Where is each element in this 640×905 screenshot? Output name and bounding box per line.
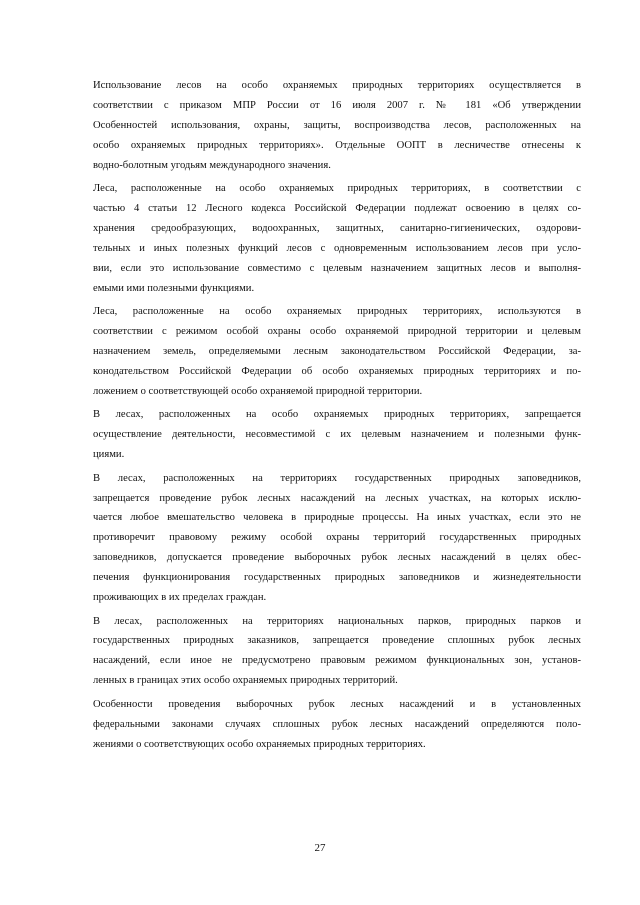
text-line: Леса, расположенные на особо охраняемых природных территориях, используются в	[93, 306, 581, 318]
text-line: насаждений, если иное не предусмотрено правовым режимом функциональных зон, установ-	[93, 655, 581, 667]
paragraph-2	[63, 179, 581, 298]
text-line: тельных и иных полезных функций лесов с одновременным использованием лесов при усло-	[93, 242, 581, 254]
text-line: емыми ими полезными функциями.	[93, 282, 255, 294]
text-line: В лесах, расположенных на территориях государственных природных заповедников,	[93, 472, 581, 484]
paragraph-7	[63, 695, 581, 755]
page-number: 27	[314, 842, 326, 854]
text-line: противоречит правовому режиму особой охраны территорий государственных природных	[93, 532, 581, 544]
text-line: частью 4 статьи 12 Лесного кодекса Российской Федерации подлежат освоению в целях со-	[93, 203, 581, 215]
text-line: В лесах, расположенных на территориях национальных парков, природных парков и	[93, 615, 581, 627]
text-line: ленных в границах этих особо охраняемых природных территорий.	[93, 675, 398, 687]
text-line: Особенности проведения выборочных рубок лесных насаждений и в установленных	[93, 698, 581, 710]
text-line: печения функционирования государственных природных заповедников и жизнедеятельности	[93, 572, 581, 584]
text-line: хранения средообразующих, водоохранных, защитных, санитарно-гигиенических, оздорови-	[93, 222, 581, 234]
text-line: жениями о соответствующих особо охраняемых природных территориях.	[93, 738, 426, 750]
text-line: ложением о соответствующей особо охраняемой природной территории.	[93, 385, 423, 397]
text-line: вии, если это использование совместимо с целевым назначением защитных лесов и выполня-	[93, 262, 581, 274]
text-line: запрещается проведение рубок лесных насаждений на лесных участках, на которых исклю-	[93, 492, 581, 504]
text-line: конодательством Российской Федерации об особо охраняемых природных территориях и по-	[93, 365, 581, 377]
text-line: чается любое вмешательство человека в природные процессы. На иных участках, если это не	[93, 512, 581, 524]
text-line: циями.	[93, 449, 125, 461]
paragraph-4	[63, 405, 581, 465]
paragraph-6	[63, 612, 581, 692]
text-line: заповедников, допускается проведение выборочных рубок лесных насаждений в целях обес-	[93, 552, 581, 564]
text-line: Использование лесов на особо охраняемых природных территориях осуществляется в	[93, 80, 581, 91]
text-line: В лесах, расположенных на особо охраняемых природных территориях, запрещается	[93, 409, 581, 421]
text-line: проживающих в их пределах граждан.	[93, 592, 267, 604]
text-line: государственных природных заказников, запрещается проведение сплошных рубок лесных	[93, 635, 581, 647]
text-line: федеральными законами случаях сплошных рубок лесных насаждений определяются поло-	[93, 718, 581, 730]
document-body	[63, 76, 581, 758]
paragraph-1	[63, 76, 581, 176]
text-line: соответствии с приказом МПР России от 16 июля 2007 г. № 181 «Об утверждении	[93, 99, 581, 111]
paragraph-5	[63, 469, 581, 608]
text-line: назначением земель, определяемыми лесным законодательством Российской Федерации, за-	[93, 345, 581, 357]
text-line: Особенностей использования, охраны, защиты, воспроизводства лесов, расположенных на	[93, 119, 581, 131]
text-line: водно-болотным угодьям международного значения.	[93, 159, 331, 171]
paragraph-3	[63, 302, 581, 402]
text-line: осуществление деятельности, несовместимой с их целевым назначением и полезными функ-	[93, 429, 581, 441]
text-line: особо охраняемых природных территориях». Отдельные ООПТ в лесничестве отнесены к	[93, 139, 581, 151]
text-line: соответствии с режимом особой охраны особо охраняемой природной территории и целевым	[93, 326, 581, 338]
text-line: Леса, расположенные на особо охраняемых природных территориях, в соответствии с	[93, 183, 581, 195]
